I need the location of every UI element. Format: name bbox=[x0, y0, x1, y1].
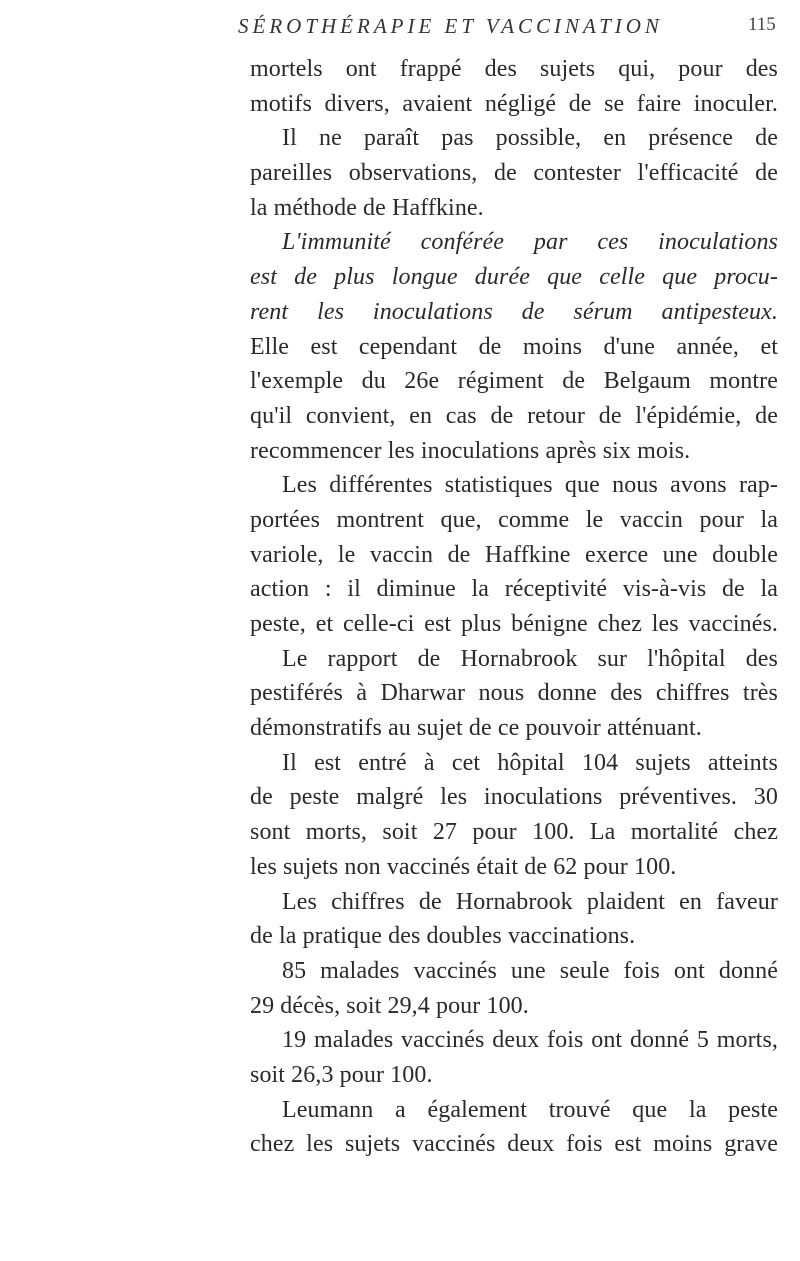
text-line: les sujets non vaccinés était de 62 pour 100. bbox=[250, 853, 677, 880]
text-line: Le rapport de Hornabrook sur l'hôpital des bbox=[282, 645, 778, 672]
running-header bbox=[0, 14, 800, 44]
text-line: portées montrent que, comme le vaccin pour la bbox=[250, 506, 778, 533]
text-line: qu'il convient, en cas de retour de l'épidémie, de bbox=[250, 402, 778, 429]
text-line: Il est entré à cet hôpital 104 sujets atteints bbox=[282, 749, 778, 776]
body-text bbox=[250, 52, 778, 1162]
text-line: Les chiffres de Hornabrook plaident en faveur bbox=[282, 888, 778, 915]
text-line: 85 malades vaccinés une seule fois ont donné bbox=[282, 957, 778, 984]
text-line: soit 26,3 pour 100. bbox=[250, 1061, 433, 1088]
text-line: Leumann a également trouvé que la peste bbox=[282, 1096, 778, 1123]
text-line: mortels ont frappé des sujets qui, pour des bbox=[250, 56, 778, 82]
text-line: la méthode de Haffkine. bbox=[250, 194, 484, 221]
text-line: sont morts, soit 27 pour 100. La mortalité chez bbox=[250, 819, 778, 846]
text-line: recommencer les inoculations après six mois. bbox=[250, 437, 691, 464]
text-line: 29 décès, soit 29,4 pour 100. bbox=[250, 992, 529, 1019]
text-line: action : il diminue la réceptivité vis-à-vis de la bbox=[250, 576, 778, 603]
running-title: SÉROTHÉRAPIE ET VACCINATION bbox=[238, 14, 663, 38]
text-line: est de plus longue durée que celle que procu- bbox=[250, 264, 778, 291]
text-line: motifs divers, avaient négligé de se faire inoculer. bbox=[250, 90, 778, 117]
text-line: de peste malgré les inoculations préventives. 30 bbox=[250, 784, 778, 811]
text-line: peste, et celle-ci est plus bénigne chez les vaccinés. bbox=[250, 611, 778, 637]
text-line: variole, le vaccin de Haffkine exerce une double bbox=[250, 541, 778, 568]
text-line: chez les sujets vaccinés deux fois est moins grave bbox=[250, 1131, 778, 1158]
text-line: pareilles observations, de contester l'efficacité de bbox=[250, 160, 778, 187]
text-line: Elle est cependant de moins d'une année, et bbox=[250, 333, 778, 360]
text-line: de la pratique des doubles vaccinations. bbox=[250, 923, 636, 950]
text-line: L'immunité conférée par ces inoculations bbox=[282, 229, 778, 256]
text-line: 19 malades vaccinés deux fois ont donné 5 morts, bbox=[282, 1027, 778, 1054]
text-line: démonstratifs au sujet de ce pouvoir atténuant. bbox=[250, 715, 702, 742]
text-line: pestiférés à Dharwar nous donne des chiffres très bbox=[250, 680, 778, 707]
page-number: 115 bbox=[748, 14, 776, 35]
text-line: rent les inoculations de sérum antipesteux. bbox=[250, 298, 778, 325]
text-line: Les différentes statistiques que nous avons rap- bbox=[282, 472, 778, 499]
text-line: Il ne paraît pas possible, en présence de bbox=[282, 125, 778, 152]
text-line: l'exemple du 26e régiment de Belgaum montre bbox=[250, 368, 778, 395]
